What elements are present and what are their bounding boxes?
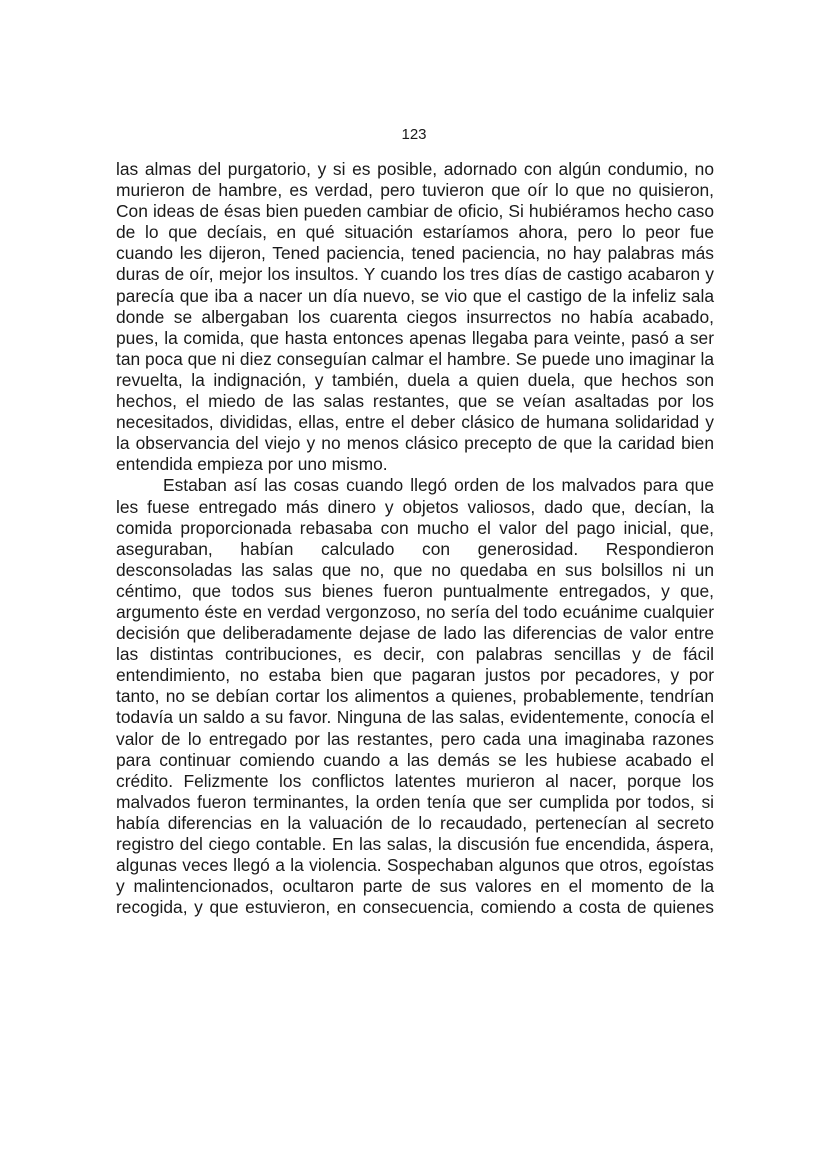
paragraph-2: Estaban así las cosas cuando llegó orden de los malvados para que les fuese entregado más dinero y objetos valiosos, dado que, decían, la comida proporcionada rebasaba con mucho el valor del pago inicial, que, aseguraban, habían calculado con generosidad. Respondieron desconsoladas las salas que no, que no quedaba en sus bolsillos ni un céntimo, que todos sus bienes fueron puntualmente entregados, y que, argumento éste en verdad vergonzoso, no sería del todo ecuánime cualquier decisión que deliberadamente dejase de lado las diferencias de valor entre las distintas contribuciones, es decir, con palabras sencillas y de fácil entendimiento, no estaba bien que pagaran justos por pecadores, y por tanto, no se debían cortar los alimentos a quienes, probablemente, tendrían todavía un saldo a su favor. Ninguna de las salas, evidentemente, conocía el valor de lo entregado por las restantes, pero cada una imaginaba razones para continuar comiendo cuando a las demás se les hubiese acabado el crédito. Felizmente los conflictos latentes murieron al nacer, porque los malvados fueron terminantes, la orden tenía que ser cumplida por todos, si había diferencias en la valuación de lo recaudado, pertenecían al secreto registro del ciego contable. En las salas, la discusión fue encendida, áspera, algunas veces llegó a la violencia. Sospechaban algunos que otros, egoístas y malintencionados, ocultaron parte de sus valores en el momento de la recogida, y que estuvieron, en consecuencia, comiendo a costa de quienes: [116, 475, 714, 918]
body-text: [116, 159, 714, 918]
page-number: 123: [401, 126, 427, 143]
paragraph-1: las almas del purgatorio, y si es posible, adornado con algún condumio, no murieron de hambre, es verdad, pero tuvieron que oír lo que no quisieron, Con ideas de ésas bien pueden cambiar de oficio, Si hubiéramos hecho caso de lo que decíais, en qué situación estaríamos ahora, pero lo peor fue cuando les dijeron, Tened paciencia, tened paciencia, no hay palabras más duras de oír, mejor los insultos. Y cuando los tres días de castigo acabaron y parecía que iba a nacer un día nuevo, se vio que el castigo de la infeliz sala donde se albergaban los cuarenta ciegos insurrectos no había acabado, pues, la comida, que hasta entonces apenas llegaba para veinte, pasó a ser tan poca que ni diez conseguían calmar el hambre. Se puede uno imaginar la revuelta, la indignación, y también, duela a quien duela, que hechos son hechos, el miedo de las salas restantes, que se veían asaltadas por los necesitados, divididas, ellas, entre el deber clásico de humana solidaridad y la observancia del viejo y no menos clásico precepto de que la caridad bien entendida empieza por uno mismo.: [116, 159, 714, 475]
